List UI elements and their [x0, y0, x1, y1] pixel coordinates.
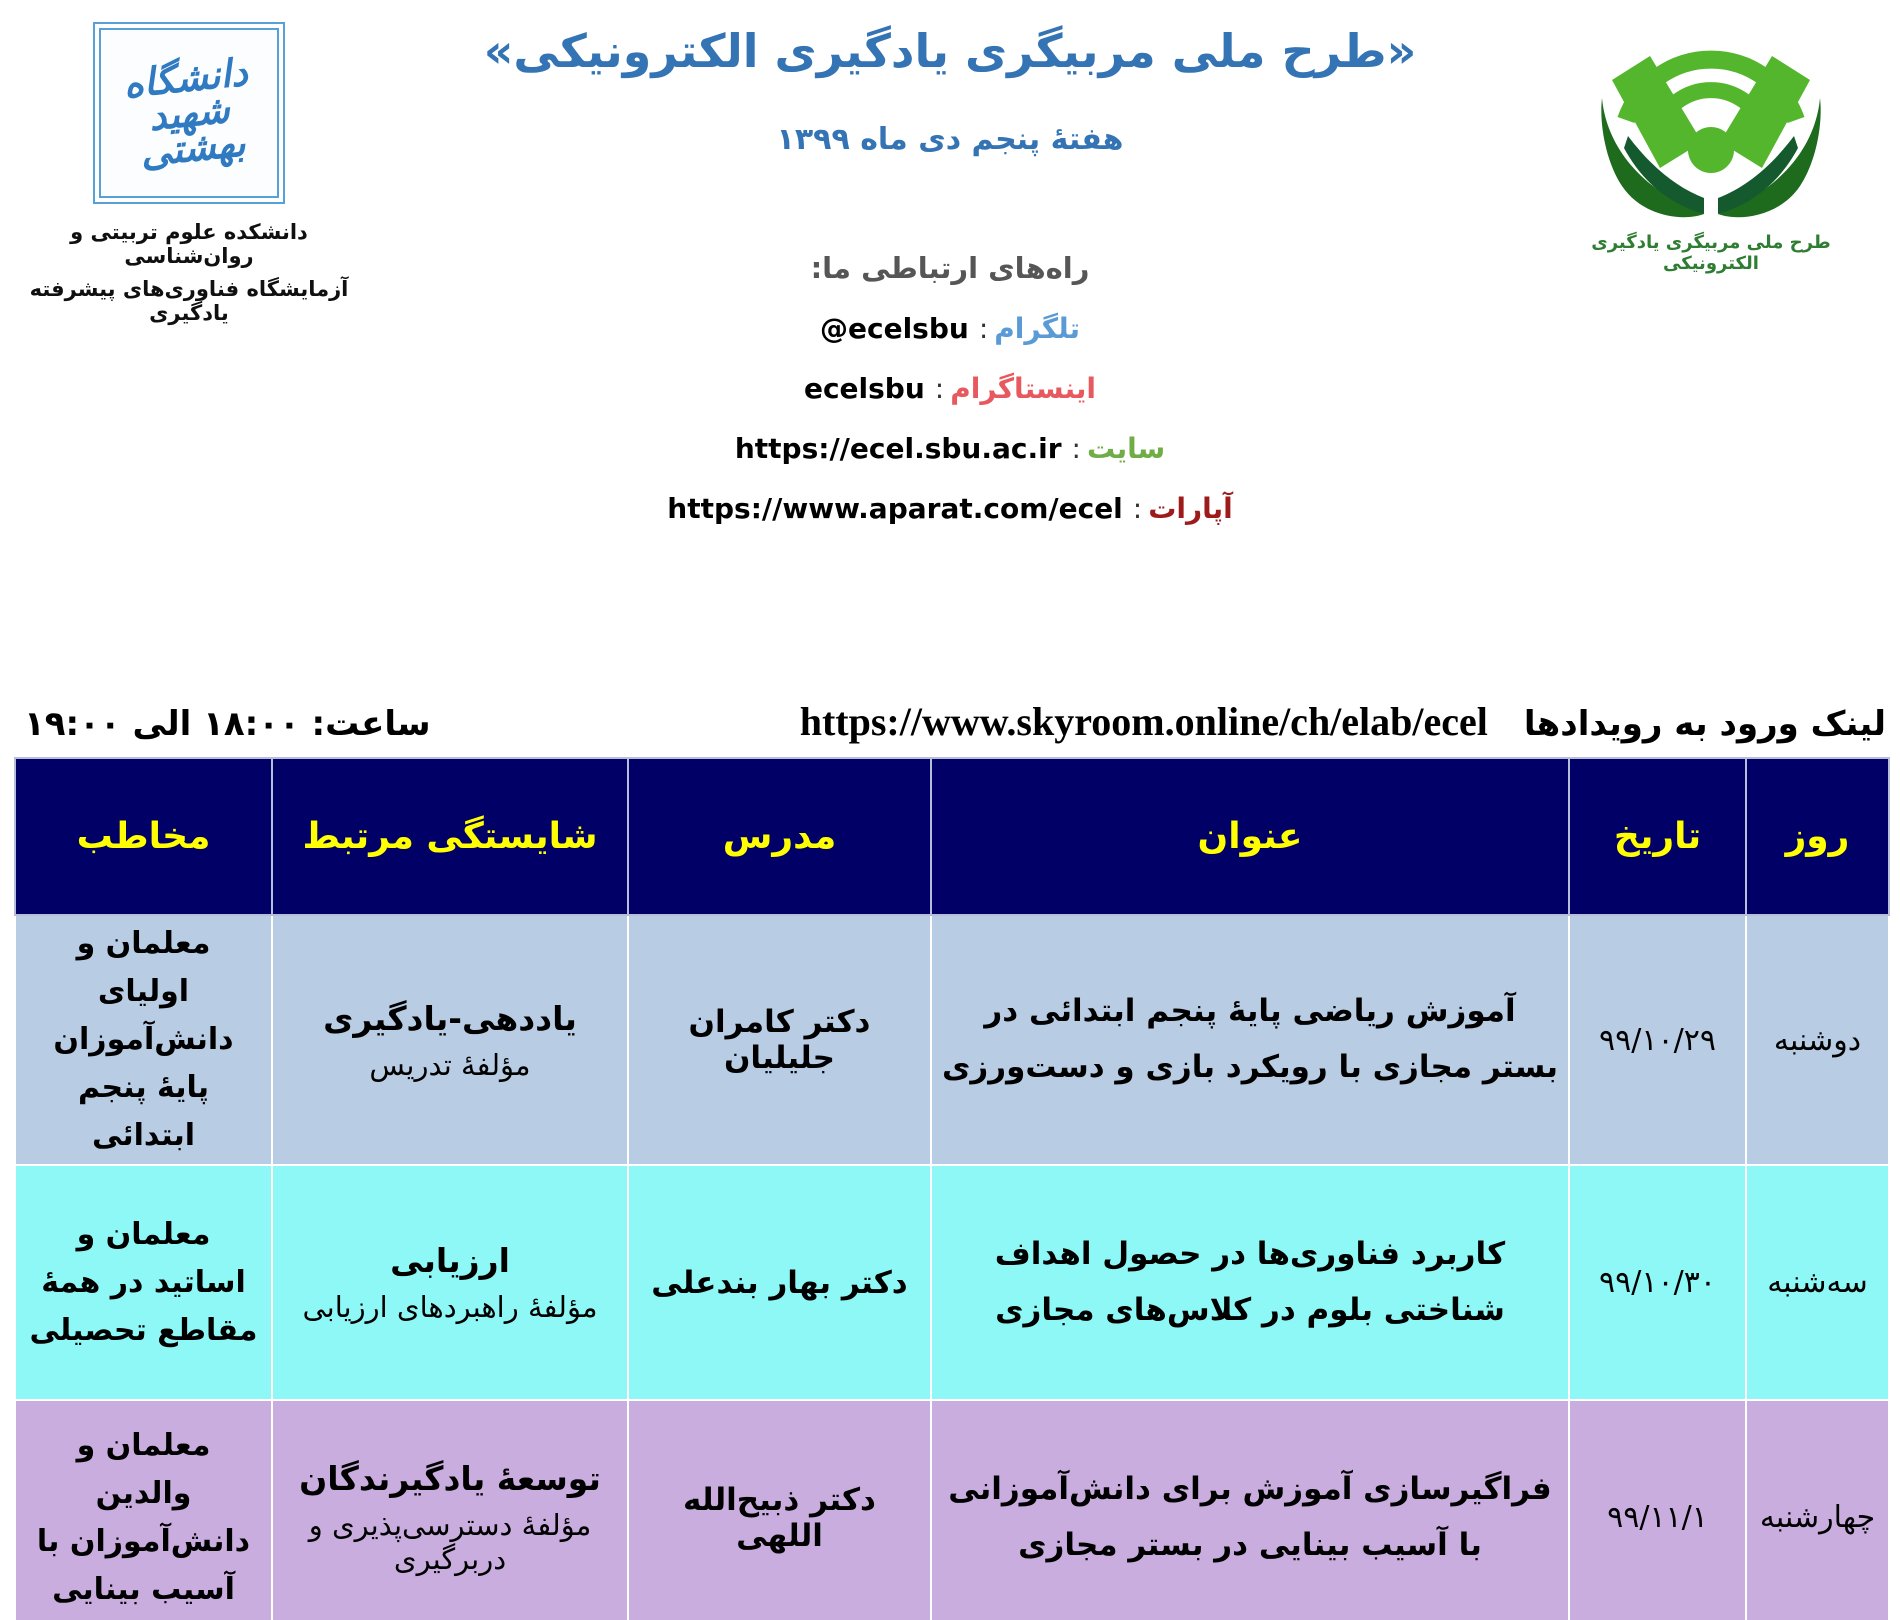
row1-audience: معلمان و اولیای دانش‌آموزان پایهٔ پنجم ابتدائی [15, 915, 272, 1165]
website-label: سایت : [1062, 432, 1166, 465]
row1-day: دوشنبه [1746, 915, 1889, 1165]
row3-competency-main: توسعهٔ یادگیرندگان [299, 1459, 601, 1498]
header-date: تاریخ [1569, 758, 1746, 915]
row1-competency [272, 915, 628, 1165]
contact-website [350, 432, 1550, 465]
table-row [15, 915, 1889, 1165]
contact-heading: راه‌های ارتباطی ما: [810, 251, 1090, 285]
telegram-label: تلگرام : [969, 312, 1080, 345]
row1-title: آموزش ریاضی پایهٔ پنجم ابتدائی در بستر مجازی با رویکرد بازی و دست‌ورزی [931, 915, 1569, 1165]
row2-instructor: دکتر بهار بندعلی [628, 1165, 931, 1400]
contact-instagram [350, 372, 1550, 405]
row3-date: ۹۹/۱۱/۱ [1569, 1400, 1746, 1620]
telegram-value[interactable]: @ecelsbu [819, 312, 969, 345]
row2-date: ۹۹/۱۰/۳۰ [1569, 1165, 1746, 1400]
events-line [24, 698, 1886, 745]
header-audience: مخاطب [15, 758, 272, 915]
header-center [350, 24, 1550, 525]
contact-telegram [350, 312, 1550, 345]
row2-competency-main: ارزیابی [390, 1241, 510, 1280]
row3-audience: معلمان و والدین دانش‌آموزان با آسیب بینایی [15, 1400, 272, 1620]
row2-title: کاربرد فناوری‌ها در حصول اهداف شناختی بلوم در کلاس‌های مجازی [931, 1165, 1569, 1400]
row1-competency-main: یاددهی-یادگیری [323, 998, 577, 1038]
events-link-label: لینک ورود به رویدادها [1523, 704, 1886, 744]
skyroom-link[interactable]: https://www.skyroom.online/ch/elab/ecel [799, 699, 1488, 744]
lab-name: آزمایشگاه فناوری‌های پیشرفته یادگیری [29, 277, 349, 325]
header-competency: شایستگی مرتبط [272, 758, 628, 915]
program-logo-caption: طرح ملی مربیگری یادگیری الکترونیکی [1591, 232, 1831, 274]
session-time: ساعت: ۱۸:۰۰ الی ۱۹:۰۰ [24, 704, 431, 744]
row3-competency-sub: مؤلفهٔ دسترسی‌پذیری و دربرگیری [308, 1508, 592, 1576]
faculty-name: دانشکده علوم تربیتی و روان‌شناسی [70, 220, 308, 268]
row1-competency-sub: مؤلفهٔ تدریس [369, 1047, 531, 1082]
contact-aparat [350, 492, 1550, 525]
row2-audience: معلمان و اساتید در همهٔ مقاطع تحصیلی [15, 1165, 272, 1400]
page-subtitle: هفتهٔ پنجم دی ماه ۱۳۹۹ [776, 122, 1124, 157]
table-row [15, 1400, 1889, 1620]
university-block [14, 22, 364, 325]
sbu-university-logo [93, 22, 285, 204]
instagram-value[interactable]: ecelsbu [803, 372, 925, 405]
elearning-coaching-logo-icon [1586, 16, 1836, 228]
row3-competency [272, 1400, 628, 1620]
row1-instructor: دکتر کامران جلیلیان [628, 915, 931, 1165]
row1-date: ۹۹/۱۰/۲۹ [1569, 915, 1746, 1165]
header-day: روز [1746, 758, 1889, 915]
row3-title: فراگیرسازی آموزش برای دانش‌آموزانی با آسیب بینایی در بستر مجازی [931, 1400, 1569, 1620]
aparat-link[interactable]: https://www.aparat.com/ecel [667, 492, 1123, 525]
website-link[interactable]: https://ecel.sbu.ac.ir [734, 432, 1062, 465]
row3-instructor: دکتر ذبیح‌الله اللهی [628, 1400, 931, 1620]
page-title: «طرح ملی مربیگری یادگیری الکترونیکی» [483, 24, 1417, 78]
table-header-row [15, 758, 1889, 915]
header-instructor: مدرس [628, 758, 931, 915]
row2-day: سه‌شنبه [1746, 1165, 1889, 1400]
row3-day: چهارشنبه [1746, 1400, 1889, 1620]
program-logo-block [1556, 16, 1866, 274]
row2-competency-sub: مؤلفهٔ راهبردهای ارزیابی [302, 1290, 598, 1324]
instagram-label: اینستاگرام : [925, 372, 1096, 405]
header-title: عنوان [931, 758, 1569, 915]
aparat-label: آپارات : [1123, 492, 1233, 525]
table-row [15, 1165, 1889, 1400]
schedule-table [14, 757, 1890, 1620]
events-link-group [800, 698, 1886, 745]
row2-competency [272, 1165, 628, 1400]
sbu-logo-calligraphy: دانشگاه شهید بهشتی [121, 49, 250, 175]
